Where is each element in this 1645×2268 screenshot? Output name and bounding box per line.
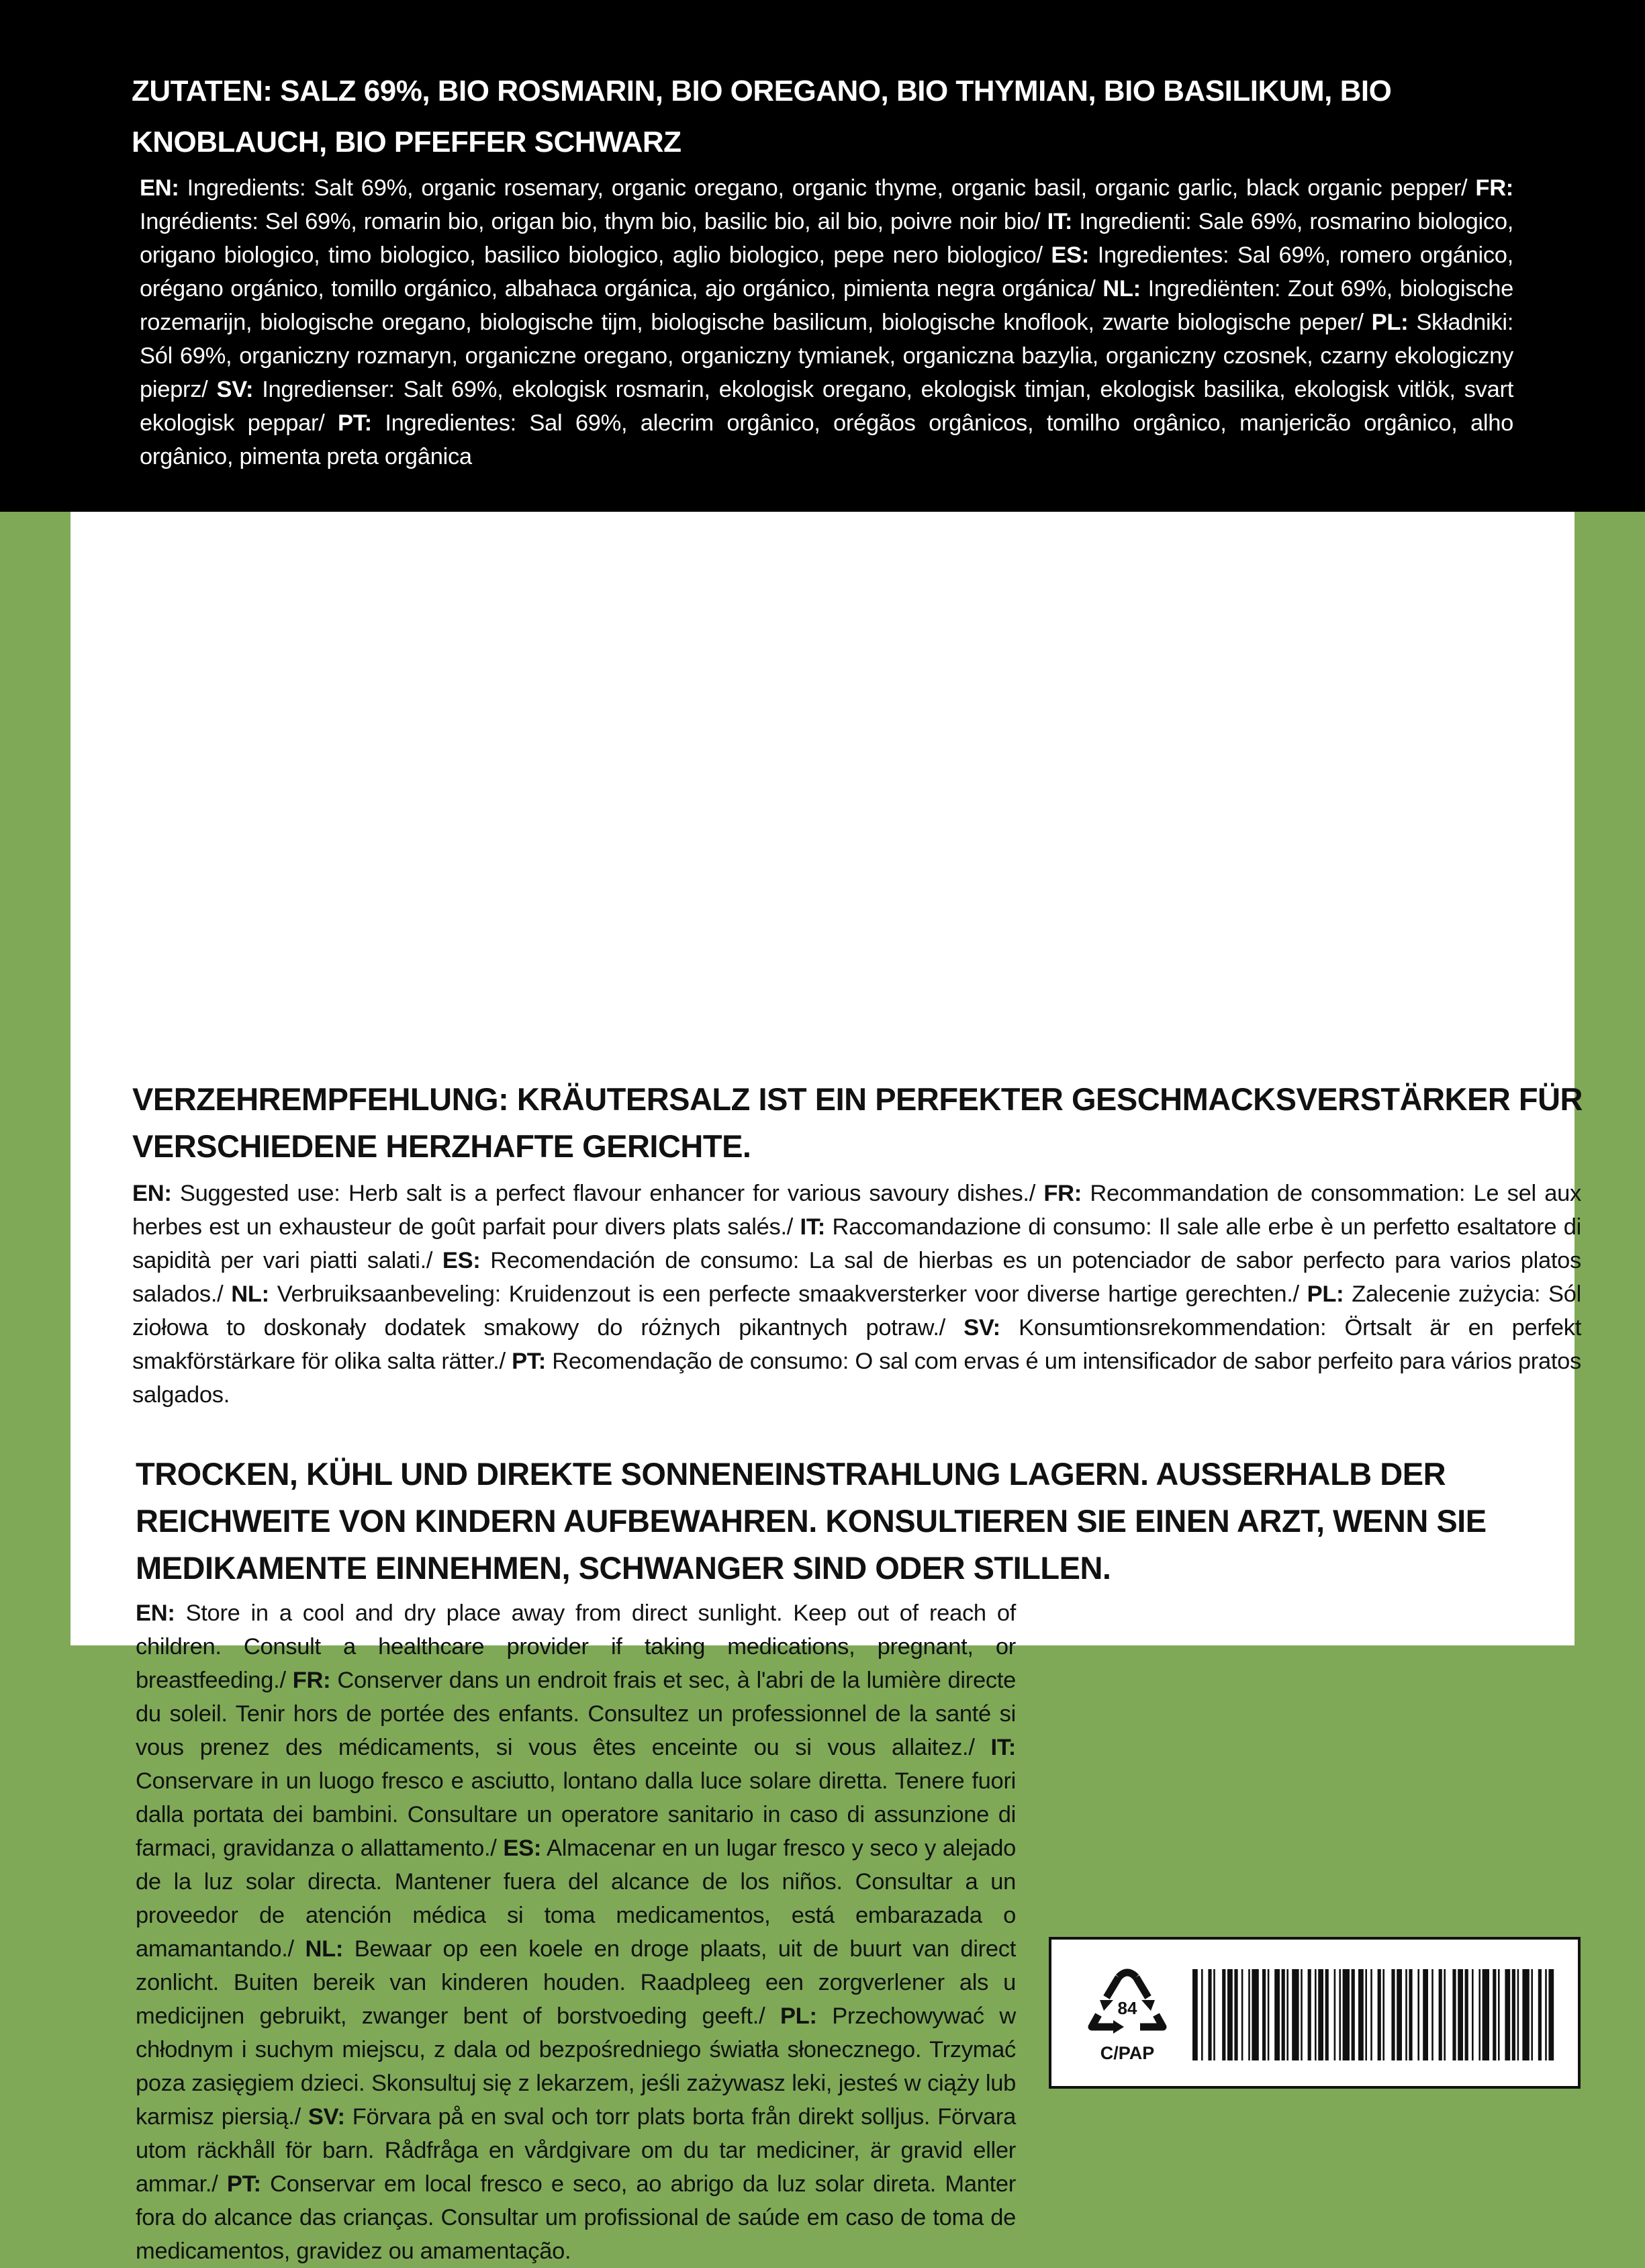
ingredients-es: Ingredientes: Sal 69%, romero orgánico, orégano orgánico, tomillo orgánico, albahaca orgánica, ajo orgánico, pimienta negra orgánica/ [140, 242, 1513, 302]
lang-label-nl: NL: [231, 1281, 269, 1307]
usage-translations [132, 1177, 1581, 1412]
storage-pt: Conservar em local fresco e seco, ao abrigo da luz solar direta. Manter fora do alcance das crianças. Consultar um profissional de saúde em caso de toma de medicamentos, gravidez ou amamentação. [136, 2171, 1016, 2264]
lang-label-es: ES: [1051, 242, 1090, 268]
ingredients-it: Ingredienti: Sale 69%, rosmarino biologico, origano biologico, timo biologico, basilico biologico, aglio biologico, pepe nero biologico/ [140, 209, 1513, 268]
storage-heading: TROCKEN, KÜHL UND DIREKTE SONNENEINSTRAHLUNG LAGERN. AUSSERHALB DER REICHWEITE VON KINDERN AUFBEWAHREN. KONSULTIEREN SIE EINEN ARZT, WENN SIE MEDIKAMENTE EINNEHMEN, SCHWANGER SIND ODER STILLEN. [136, 1456, 1487, 1586]
ingredients-translations [140, 171, 1513, 473]
storage-nl: Bewaar op een koele en droge plaats, uit de buurt van direct zonlicht. Buiten bereik van kinderen houden. Raadpleeg een zorgverlener als u medicijnen gebruikt, zwanger bent of borstvoeding geeft./ [136, 1936, 1016, 2029]
recycling-code: C/PAP [1100, 2043, 1155, 2063]
lang-label-nl: NL: [305, 1936, 344, 1962]
lang-label-fr: FR: [292, 1668, 331, 1693]
lang-label-sv: SV: [308, 2104, 345, 2130]
storage-fr: Conserver dans un endroit frais et sec, à l'abri de la lumière directe du soleil. Tenir hors de portée des enfants. Consultez un professionnel de la santé si vous prenez des médicaments, si vous êtes enceinte ou si vous allaitez./ [136, 1668, 1016, 1760]
ingredients-nl: Ingrediënten: Zout 69%, biologische rozemarijn, biologische oregano, biologische tijm, biologische basilicum, biologische knoflook, zwarte biologische peper/ [140, 276, 1513, 335]
lang-label-it: IT: [990, 1735, 1016, 1760]
recycling-number: 84 [1117, 1998, 1137, 2018]
storage-it: Conservare in un luogo fresco e asciutto, lontano dalla luce solare diretta. Tenere fuori dalla portata dei bambini. Consultare un operatore sanitario in caso di assunzione di farmaci, gravidanza o allattamento./ [136, 1768, 1016, 1861]
usage-es: Recomendación de consumo: La sal de hierbas es un potenciador de sabor perfecto para varios platos salados./ [132, 1248, 1581, 1307]
ingredients-en: Ingredients: Salt 69%, organic rosemary, organic oregano, organic thyme, organic basil, organic garlic, black organic pepper/ [187, 175, 1468, 201]
ingredients-pl: Składniki: Sól 69%, organiczny rozmaryn, organiczne oregano, organiczny tymianek, organiczna bazylia, organiczny czosnek, czarny ekologiczny pieprz/ [140, 310, 1513, 402]
lang-label-pl: PL: [780, 2003, 817, 2029]
lang-label-en: EN: [140, 175, 179, 201]
usage-pl: Zalecenie zużycia: Sól ziołowa to doskonały dodatek smakowy do różnych pikantnych potraw./ [132, 1281, 1581, 1341]
storage-en: Store in a cool and dry place away from direct sunlight. Keep out of reach of children. Consult a healthcare provider if taking medications, pregnant, or breastfeeding./ [136, 1600, 1016, 1693]
lang-label-pt: PT: [512, 1349, 546, 1374]
recycling-symbol [1084, 1968, 1171, 2069]
usage-nl: Verbruiksaanbeveling: Kruidenzout is een perfecte smaakversterker voor diverse hartige gerechten./ [277, 1281, 1299, 1307]
packaging-info-box [1049, 1937, 1581, 2089]
label-panel [70, 512, 1583, 2264]
lang-label-pl: PL: [1371, 310, 1409, 335]
lang-label-sv: SV: [963, 1315, 1000, 1341]
storage-sv: Förvara på en sval och torr plats borta från direkt solljus. Förvara utom räckhåll för barn. Rådfråga en vårdgivare om du tar mediciner, är gravid eller ammar./ [136, 2104, 1016, 2197]
lang-label-fr: FR: [1475, 175, 1513, 201]
usage-sv: Konsumtionsrekommendation: Örtsalt är en perfekt smakförstärkare för olika salta rätter./ [132, 1315, 1581, 1374]
usage-it: Raccomandazione di consumo: Il sale alle erbe è un perfetto esaltatore di sapidità per vari piatti salati./ [132, 1214, 1581, 1273]
ingredients-band [0, 0, 1645, 512]
lang-label-it: IT: [800, 1214, 825, 1240]
ingredients-fr: Ingrédients: Sel 69%, romarin bio, origan bio, thym bio, basilic bio, ail bio, poivre noir bio/ [140, 209, 1041, 234]
usage-en: Suggested use: Herb salt is a perfect flavour enhancer for various savoury dishes./ [179, 1181, 1035, 1206]
ingredients-sv: Ingredienser: Salt 69%, ekologisk rosmarin, ekologisk oregano, ekologisk timjan, ekologisk basilika, ekologisk vitlök, svart ekologisk peppar/ [140, 377, 1513, 436]
lang-label-en: EN: [136, 1600, 175, 1626]
storage-pl: Przechowywać w chłodnym i suchym miejscu, z dala od bezpośredniego światła słonecznego. Trzymać poza zasięgiem dzieci. Skonsultuj się z lekarzem, jeśli zażywasz leki, jesteś w ciąży lub karmisz piersią./ [136, 2003, 1016, 2130]
storage-es: Almacenar en un lugar fresco y seco y alejado de la luz solar directa. Mantener fuera del alcance de los niños. Consultar a un proveedor de atención médica si toma medicamentos, está embarazada o amamantando./ [136, 1835, 1016, 1962]
lang-label-es: ES: [503, 1835, 542, 1861]
lang-label-pt: PT: [338, 410, 372, 436]
storage-translations [136, 1596, 1581, 2268]
usage-fr: Recommandation de consommation: Le sel aux herbes est un exhausteur de goût parfait pour divers plats salés./ [132, 1181, 1581, 1240]
lang-label-es: ES: [442, 1248, 481, 1273]
lang-label-fr: FR: [1043, 1181, 1082, 1206]
lang-label-pl: PL: [1307, 1281, 1344, 1307]
usage-heading: VERZEHREMPFEHLUNG: KRÄUTERSALZ IST EIN PERFEKTER GESCHMACKSVERSTÄRKER FÜR VERSCHIEDENE HERZHAFTE GERICHTE. [132, 1081, 1583, 1164]
lang-label-sv: SV: [216, 377, 254, 402]
ingredients-pt: Ingredientes: Sal 69%, alecrim orgânico, orégãos orgânicos, tomilho orgânico, manjericão orgânico, alho orgânico, pimenta preta orgânica [140, 410, 1513, 469]
usage-pt: Recomendação de consumo: O sal com ervas é um intensificador de sabor perfeito para vários pratos salgados. [132, 1349, 1581, 1408]
lang-label-en: EN: [132, 1181, 172, 1206]
lang-label-it: IT: [1047, 209, 1073, 234]
barcode-icon [1192, 1969, 1555, 2060]
ingredients-heading: ZUTATEN: SALZ 69%, BIO ROSMARIN, BIO OREGANO, BIO THYMIAN, BIO BASILIKUM, BIO KNOBLAUCH, BIO PFEFFER SCHWARZ [132, 75, 1392, 158]
lang-label-pt: PT: [226, 2171, 261, 2197]
lang-label-nl: NL: [1102, 276, 1141, 302]
